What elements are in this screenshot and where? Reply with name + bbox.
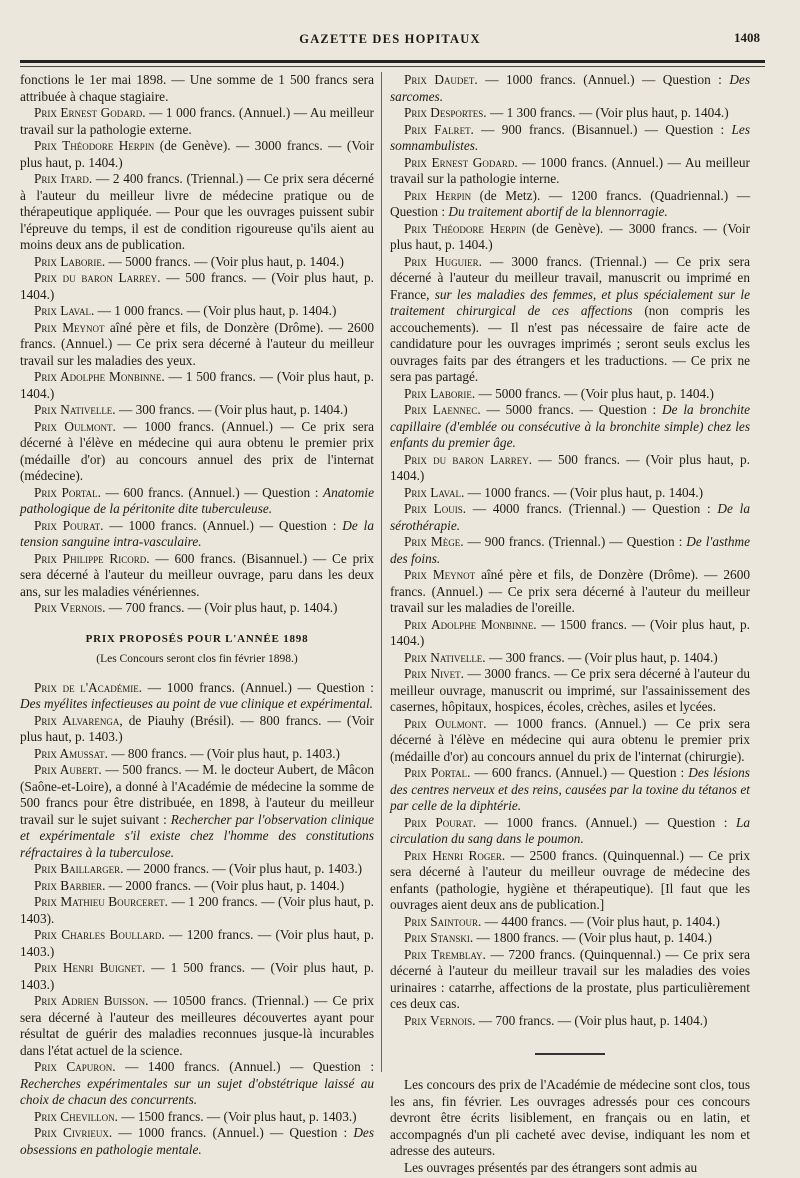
prize-text: aîné père et fils, de Donzère (Drôme). — 2600 francs. (Annuel.) — Ce prix sera décerné à l'auteur du meilleur travail sur les maladies de l'oreille.: [390, 567, 750, 615]
prize-name: Prix Portal.: [404, 765, 471, 780]
prize-entry: [20, 762, 374, 861]
prize-text: — 600 francs. (Annuel.) — Question :: [100, 484, 324, 500]
prize-name: Prix Amussat.: [34, 745, 108, 761]
column-divider: [381, 72, 382, 1072]
section-subtitle: (Les Concours seront clos fin février 1898.): [96, 653, 298, 665]
prize-entry: [390, 666, 750, 716]
prize-question: sur les maladies des femmes, et plus spécialement sur le traitement chirurgical de ces affections: [390, 286, 750, 318]
prize-name: Prix Stanski.: [404, 930, 474, 945]
prize-text: — 900 francs. (Bisannuel.) — Question :: [473, 121, 732, 137]
prize-question: De la bronchite capillaire (d'emblée ou consécutive à la bronchite simple) chez les enfants du premier âge.: [390, 402, 750, 450]
prize-entry: [20, 518, 374, 551]
prize-name: Prix du baron Larrey.: [404, 451, 533, 467]
prize-name: Prix Théodore Herpin: [404, 220, 526, 236]
header-rule-thin: [20, 66, 765, 67]
prize-text: — 1 500 francs. — (Voir plus haut, p. 1403.): [20, 960, 374, 992]
prize-entry: [20, 419, 374, 485]
prize-entry: [20, 878, 374, 895]
prize-text: — 1000 francs. (Annuel.) — Question :: [112, 1125, 354, 1140]
prize-name: Prix Civrieux.: [34, 1125, 113, 1140]
prize-entry: [390, 765, 750, 815]
prize-entry: [20, 894, 374, 927]
prize-entry: [390, 72, 750, 105]
prize-entry: [20, 270, 374, 303]
prize-text: — 500 francs. — M. le docteur Aubert, de Mâcon (Saône-et-Loire), a donné à l'Académie de médecine la somme de 500 francs pour être distribuée, en 1898, à l'auteur du meilleur travail sur le sujet suivant :: [20, 762, 374, 827]
prize-name: Prix Daudet.: [404, 72, 478, 87]
prize-name: Prix Vernois.: [34, 600, 106, 615]
prize-text: — 5000 francs. — (Voir plus haut, p. 1404.): [475, 385, 714, 401]
prize-entry: [20, 551, 374, 601]
prize-entry: [20, 600, 374, 617]
prize-name: Prix Meynot: [34, 319, 105, 335]
prize-entry: [20, 1125, 374, 1158]
prize-name: Prix Portal.: [34, 484, 101, 500]
prize-entry: [20, 369, 374, 402]
prize-text: — 1000 francs. (Annuel.) — Ce prix sera décerné à l'élève en médecine qui aura obtenu le premier prix (médaille d'or) au concours annuel du prix de l'internat (chirurgie).: [390, 715, 750, 764]
prize-question: Recherches expérimentales sur un sujet d'obstétrique laissé au choix de chacun des concurrents.: [20, 1075, 374, 1107]
paragraph: Les concours des prix de l'Académie de médecine sont clos, tous les ans, fin février. Les ouvrages adressés pour ces concours devront être écrits lisiblement, en français ou en latin, et accompagnés d'un pli cacheté avec devise, indiquant les nom et adresse des auteurs.: [390, 1077, 750, 1158]
header-rule-thick: [20, 60, 765, 63]
prize-entry: [390, 122, 750, 155]
prize-name: Prix Vernois.: [404, 1012, 476, 1028]
page-number: 1408: [734, 30, 760, 45]
prize-question: De la sérothérapie.: [390, 501, 750, 533]
prize-question: Des sarcomes.: [390, 72, 751, 104]
prize-name: Prix Henri Roger.: [404, 847, 506, 863]
prize-name: Prix Théodore Herpin: [34, 138, 155, 153]
prize-name: Prix Aubert.: [34, 762, 102, 777]
left-column: [20, 72, 374, 1158]
page-header: [20, 26, 760, 50]
prize-name: Prix Tremblay.: [404, 946, 486, 962]
prize-text: — 900 francs. (Triennal.) — Question :: [463, 534, 687, 549]
prize-text: — 1000 francs. (Annuel.) — Au meilleur travail sur la pathologie interne.: [390, 154, 750, 186]
paragraph: Les ouvrages présentés par des étrangers sont admis au: [404, 1159, 698, 1175]
journal-title: GAZETTE DES HOPITAUX: [299, 32, 481, 46]
prize-name: Prix Barbier.: [34, 877, 106, 893]
prize-name: Prix Chevillon.: [34, 1108, 118, 1124]
prize-name: Prix Pourat.: [34, 517, 104, 533]
prize-text: (de Genève). — 3000 francs. — (Voir plus haut, p. 1404.): [20, 138, 374, 170]
prize-entry: [390, 716, 750, 766]
prize-entry: [390, 188, 750, 221]
prize-text: — 4000 francs. (Triennal.) — Question :: [466, 501, 718, 516]
prize-entry: [20, 402, 374, 419]
prize-entry: [390, 221, 750, 254]
prize-text: — 300 francs. — (Voir plus haut, p. 1404.): [485, 649, 718, 665]
prize-text: — 10500 francs. (Triennal.) — Ce prix sera décerné à l'auteur des meilleures découvertes ayant pour résultat de guérir des maladies reconnues jusque-là incurables dans l'état actuel de la science.: [20, 993, 375, 1058]
prize-entry: [20, 1109, 374, 1126]
prize-text: — 5000 francs. — (Voir plus haut, p. 1404.): [105, 253, 344, 269]
prize-entry: [390, 1013, 750, 1030]
prize-text: — 1 000 francs. — (Voir plus haut, p. 1404.): [94, 303, 337, 318]
prize-entry: [20, 320, 374, 370]
prize-question: De la tension sanguine intra-vasculaire.: [20, 517, 374, 549]
prize-name: Prix Capuron.: [34, 1059, 116, 1074]
prize-entry: [20, 680, 374, 713]
prize-name: Prix Herpin: [404, 187, 472, 203]
right-column: [390, 72, 750, 1176]
prize-name: Prix Adolphe Monbinne.: [404, 616, 537, 632]
prize-entry: [390, 254, 750, 386]
prize-question: Des myélites infectieuses au point de vue clinique et expérimental.: [20, 696, 373, 711]
prize-name: Prix Laborie.: [34, 253, 106, 269]
prize-text: (non compris les accouchements). — Il n'est pas nécessaire de faire acte de candidature pour les ouvrages imprimés ; seront seuls exclus les ouvrages faits par des étrangers et les traductions. — Ce prix ne sera pas partagé.: [390, 303, 750, 384]
prize-name: Prix Mathieu Bourceret.: [34, 894, 168, 909]
prize-text: — 1200 francs. — (Voir plus haut, p. 1403.): [20, 927, 375, 959]
prize-text: — 700 francs. — (Voir plus haut, p. 1404.): [105, 600, 338, 615]
prize-name: Prix du baron Larrey.: [34, 270, 161, 285]
prize-entry: [20, 713, 374, 746]
prize-text: de Piauhy (Brésil). — 800 francs. — (Voir plus haut, p. 1403.): [20, 712, 374, 744]
prize-text: — 1400 francs. (Annuel.) — Question :: [115, 1059, 375, 1074]
prize-text: — 1 300 francs. — (Voir plus haut, p. 1404.): [486, 105, 729, 120]
prize-name: Prix Adolphe Monbinne.: [34, 369, 165, 384]
prize-name: Prix Laval.: [34, 303, 95, 318]
prize-text: — 3000 francs. (Triennal.) — Ce prix sera décerné à l'auteur du meilleur travail, manuscrit ou imprimé en France,: [390, 253, 750, 302]
prize-entry: [20, 485, 374, 518]
prize-text: — 2000 francs. — (Voir plus haut, p. 1403.): [123, 861, 363, 876]
prize-text: — 1 200 francs. — (Voir plus haut, p. 1403).: [20, 894, 374, 926]
prize-question: Anatomie pathologique de la péritonite dite tuberculeuse.: [20, 484, 374, 516]
prize-entry: [390, 567, 750, 617]
prize-name: Prix Huguier.: [404, 253, 482, 269]
prize-entry: [20, 960, 374, 993]
prize-entry: [390, 402, 750, 452]
prize-name: Prix Meynot: [404, 567, 476, 582]
prize-name: Prix Oulmont.: [404, 715, 487, 731]
prize-text: — 1000 francs. (Annuel.) — Question :: [476, 814, 736, 830]
section-title: PRIX PROPOSÉS POUR L'ANNÉE 1898: [85, 632, 309, 645]
prize-name: Prix Mège.: [404, 534, 464, 549]
prize-name: Prix Philippe Ricord.: [34, 550, 150, 566]
prize-text: — 2500 francs. (Quinquennal.) — Ce prix sera décerné à l'auteur du meilleur ouvrage de médecine des enfants (pathologie, hygiène et thérapeutique). [Il faut que les ouvrages aient deux ans de publication.]: [390, 847, 750, 912]
prize-entry: [390, 452, 750, 485]
prize-name: Prix Louis.: [404, 501, 467, 516]
prize-name: Prix Laborie.: [404, 385, 476, 401]
prize-name: Prix Adrien Buisson.: [34, 993, 149, 1008]
prize-text: — 1000 francs. (Annuel.) — Question :: [142, 679, 375, 695]
prize-text: (de Metz). — 1200 francs. (Quadriennal.) — Question :: [390, 187, 751, 219]
prize-text: aîné père et fils, de Donzère (Drôme). — 2600 francs. (Annuel.) — Ce prix sera décerné à l'auteur du meilleur travail sur les maladies des yeux.: [20, 319, 374, 368]
prize-entry: [390, 485, 750, 502]
prize-name: Prix Itard.: [34, 171, 93, 186]
prize-name: Prix de l'Académie.: [34, 679, 143, 695]
prize-entry: [20, 993, 374, 1059]
prize-text: — 1000 francs. (Annuel.) — Ce prix sera décerné à l'élève en médecine qui aura obtenu le premier prix (médaille d'or) au concours annuel des prix de l'internat (médecine).: [20, 418, 374, 483]
prize-text: — 300 francs. — (Voir plus haut, p. 1404.): [115, 402, 348, 417]
prize-entry: [390, 386, 750, 403]
prize-question: Rechercher par l'observation clinique et expérimentale s'il existe chez l'homme des constitutions réfractaires à la tuberculose.: [20, 811, 374, 860]
prize-entry: [390, 848, 750, 914]
prize-name: Prix Nativelle.: [404, 649, 486, 665]
prize-entry: [20, 171, 374, 254]
prize-entry: [390, 105, 750, 122]
prize-name: Prix Pourat.: [404, 814, 477, 830]
paragraph: fonctions le 1er mai 1898. — Une somme de 1 500 francs sera attribuée à chaque stagiaire.: [20, 72, 374, 104]
prize-entry: [390, 617, 750, 650]
prize-text: — 1000 francs. (Annuel.) — Question :: [477, 72, 730, 87]
prize-name: Prix Baillarger.: [34, 861, 124, 876]
prize-name: Prix Desportes.: [404, 105, 487, 120]
prize-text: — 2 400 francs. (Triennal.) — Ce prix sera décerné à l'auteur du meilleur livre de médecine pratique ou de thérapeutique appliquée. — Pour que les ouvrages puissent subir l'épreuve du temps, il est de condition rigoureuse qu'ils aient au moins deux ans de publication.: [20, 171, 375, 252]
prize-text: — 1 000 francs. (Annuel.) — Au meilleur travail sur la pathologie externe.: [20, 105, 374, 137]
prize-text: — 800 francs. — (Voir plus haut, p. 1403.): [107, 745, 340, 761]
prize-entry: [20, 105, 374, 138]
prize-text: — 5000 francs. — Question :: [480, 402, 663, 417]
prize-entry: [390, 650, 750, 667]
prize-text: — 1 500 francs. — (Voir plus haut, p. 1404.): [20, 369, 374, 401]
prize-entry: [20, 303, 374, 320]
prize-entry: [20, 861, 374, 878]
prize-name: Prix Ernest Godard.: [404, 154, 518, 170]
prize-text: — 600 francs. (Annuel.) — Question :: [470, 765, 689, 780]
prize-text: — 3000 francs. — Ce prix sera décerné à l'auteur du meilleur ouvrage, manuscrit ou imprimé, sur l'assainissement des casernes, hôpitaux, hospices, écoles, crèches, asiles et lycées.: [390, 666, 750, 714]
prize-text: — 1000 francs. (Annuel.) — Question :: [103, 517, 343, 533]
prize-entry: [390, 534, 750, 567]
prize-text: — 700 francs. — (Voir plus haut, p. 1404.): [475, 1012, 708, 1028]
prize-text: — 1500 francs. — (Voir plus haut, p. 1404.): [390, 616, 750, 648]
prize-text: — 600 francs. (Bisannuel.) — Ce prix sera décerné à l'auteur du meilleur ouvrage, paru dans les deux ans, sur les maladies vénériennes.: [20, 550, 375, 599]
prize-entry: [390, 501, 750, 534]
prize-text: — 7200 francs. (Quinquennal.) — Ce prix sera décerné à l'auteur du meilleur travail sur les maladies des voies urinaires : catarrhe, affections de la prostate, plus particulièrement ces deux cas.: [390, 946, 750, 1011]
prize-text: — 1000 francs. — (Voir plus haut, p. 1404.): [464, 484, 704, 500]
prize-name: Prix Alvarenga,: [34, 712, 123, 728]
prize-entry: [20, 746, 374, 763]
prize-name: Prix Falret.: [404, 121, 474, 137]
prize-text: (de Genève). — 3000 francs. — (Voir plus haut, p. 1404.): [390, 220, 751, 252]
prize-text: — 4400 francs. — (Voir plus haut, p. 1404.): [481, 913, 720, 929]
prize-name: Prix Laennec.: [404, 402, 481, 417]
prize-question: Des obsessions en pathologie mentale.: [20, 1125, 374, 1157]
prize-name: Prix Laval.: [404, 484, 465, 500]
prize-name: Prix Oulmont.: [34, 418, 116, 434]
prize-question: Du traitement abortif de la blennorragie.: [448, 204, 668, 219]
prize-entry: [390, 947, 750, 1013]
prize-name: Prix Nativelle.: [34, 402, 116, 417]
prize-entry: [20, 927, 374, 960]
prize-entry: [390, 930, 750, 947]
prize-entry: [390, 155, 750, 188]
prize-question: La circulation du sang dans le poumon.: [390, 814, 750, 846]
prize-name: Prix Nivet.: [404, 666, 464, 681]
prize-entry: [390, 815, 750, 848]
prize-entry: [20, 138, 374, 171]
prize-name: Prix Charles Boullard.: [34, 927, 165, 942]
prize-name: Prix Ernest Godard.: [34, 105, 146, 120]
prize-text: — 2000 francs. — (Voir plus haut, p. 1404.): [105, 877, 345, 893]
prize-name: Prix Saintour.: [404, 913, 482, 929]
prize-question: Des lésions des centres nerveux et des reins, causées par la toxine du tétanos et par celle de la diphtérie.: [390, 765, 750, 813]
prize-text: — 500 francs. — (Voir plus haut, p. 1404.): [390, 451, 750, 483]
prize-entry: [20, 254, 374, 271]
prize-question: De l'asthme des foins.: [390, 534, 750, 566]
prize-text: — 500 francs. — (Voir plus haut, p. 1404.): [20, 270, 374, 302]
prize-question: Les somnambulistes.: [390, 121, 750, 153]
prize-text: — 1500 francs. — (Voir plus haut, p. 1403.): [117, 1108, 357, 1124]
prize-entry: [390, 914, 750, 931]
prize-entry: [20, 1059, 374, 1109]
prize-name: Prix Henri Buignet.: [34, 960, 146, 975]
section-separator: [535, 1053, 605, 1055]
prize-text: — 1800 francs. — (Voir plus haut, p. 1404.): [473, 930, 712, 945]
